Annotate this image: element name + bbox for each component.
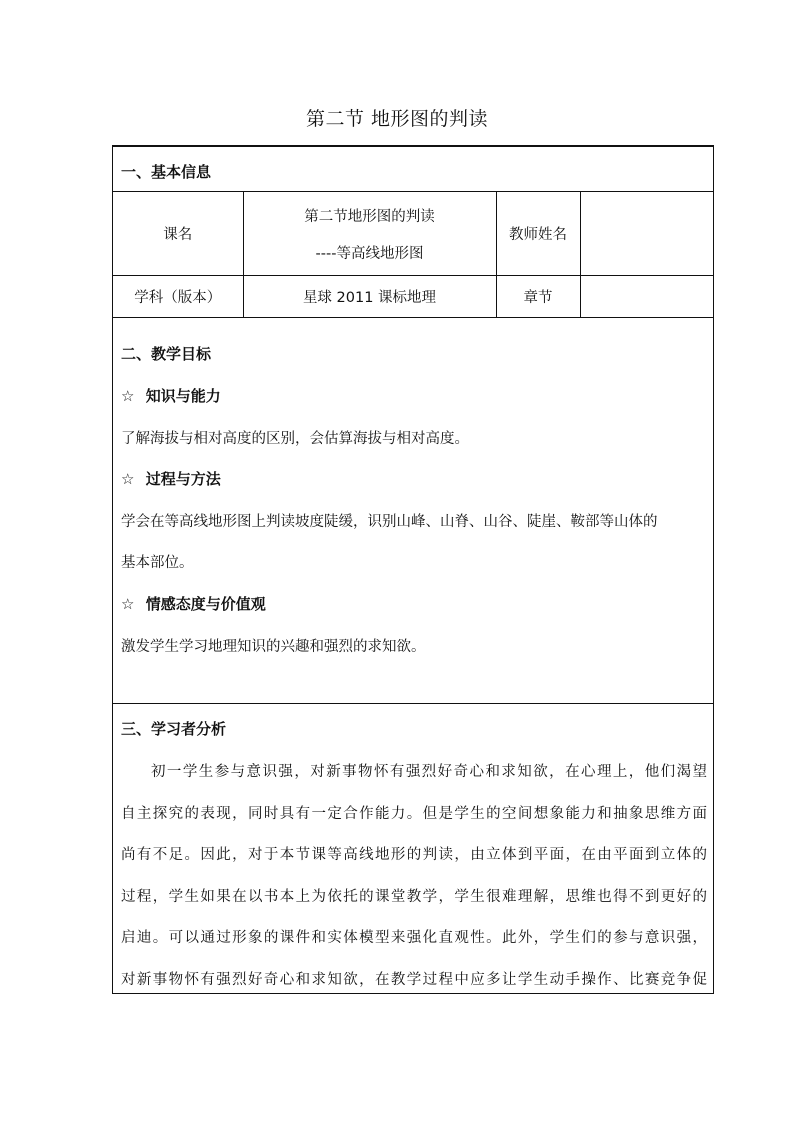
objective-text-process-line-1: 学会在等高线地形图上判读坡度陡缓，识别山峰、山脊、山谷、陡崖、鞍部等山体的 xyxy=(121,514,658,530)
chapter-label: 章节 xyxy=(496,276,580,318)
subject-value: 星球 2011 课标地理 xyxy=(243,276,496,318)
section-heading-learner: 三、学习者分析 xyxy=(121,720,227,738)
section-divider xyxy=(113,703,713,704)
basic-info-table xyxy=(113,191,713,318)
teacher-label: 教师姓名 xyxy=(496,192,580,276)
learner-line-1: 初一学生参与意识强，对新事物怀有强烈好奇心和求知欲，在心理上，他们渴望 xyxy=(151,764,707,780)
objective-title-attitude: ☆ 情感态度与价值观 xyxy=(121,595,266,613)
objective-text-attitude: 激发学生学习地理知识的兴趣和强烈的求知欲。 xyxy=(121,639,426,655)
subject-label: 学科（版本） xyxy=(113,276,243,318)
teacher-value xyxy=(580,192,713,276)
star-icon: ☆ xyxy=(121,470,135,488)
star-icon: ☆ xyxy=(121,595,135,613)
objective-title-knowledge: ☆ 知识与能力 xyxy=(121,387,221,405)
chapter-value xyxy=(580,276,713,318)
document-title: 第二节 地形图的判读 xyxy=(305,108,489,130)
section-heading-objectives: 二、教学目标 xyxy=(121,345,212,363)
learner-line-6: 对新事物怀有强烈好奇心和求知欲，在教学过程中应多让学生动手操作、比赛竞争促 xyxy=(121,972,707,988)
learner-line-4: 过程，学生如果在以书本上为依托的课堂教学，学生很难理解，思维也得不到更好的 xyxy=(121,889,707,905)
learner-line-3: 尚有不足。因此，对于本节课等高线地形的判读，由立体到平面，在由平面到立体的 xyxy=(121,847,707,863)
course-label: 课名 xyxy=(113,192,243,276)
objective-text-process-line-2: 基本部位。 xyxy=(121,555,194,571)
section-heading-basic-info: 一、基本信息 xyxy=(121,163,212,181)
course-name-line-1: 第二节地形图的判读 xyxy=(304,208,435,225)
star-icon: ☆ xyxy=(121,387,135,405)
objective-title-process: ☆ 过程与方法 xyxy=(121,470,221,488)
course-name-cell xyxy=(243,192,496,276)
course-name-line-2: ----等高线地形图 xyxy=(315,245,424,262)
learner-line-5: 启迪。可以通过形象的课件和实体模型来强化直观性。此外，学生们的参与意识强， xyxy=(121,930,707,946)
objective-text-knowledge: 了解海拔与相对高度的区别，会估算海拔与相对高度。 xyxy=(121,431,469,447)
lesson-plan-table xyxy=(112,145,714,994)
learner-line-2: 自主探究的表现，同时具有一定合作能力。但是学生的空间想象能力和抽象思维方面 xyxy=(121,806,707,822)
